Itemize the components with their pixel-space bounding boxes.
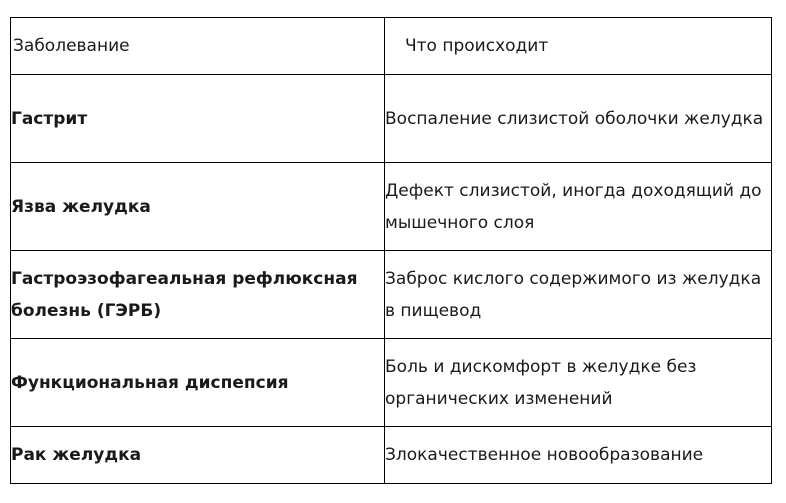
table-row	[11, 251, 772, 339]
disease-description: Заброс кислого содержимого из желудка в пищевод	[385, 251, 772, 339]
table-row	[11, 163, 772, 251]
table-row	[11, 339, 772, 427]
table-header-row	[11, 18, 772, 75]
disease-name: Функциональная диспепсия	[11, 339, 385, 427]
disease-name: Язва желудка	[11, 163, 385, 251]
disease-description: Злокачественное новообразование	[385, 427, 772, 484]
header-disease: Заболевание	[11, 18, 385, 75]
table-row	[11, 427, 772, 484]
disease-name: Гастроэзофагеальная рефлюксная болезнь (ГЭРБ)	[11, 251, 385, 339]
disease-description: Боль и дискомфорт в желудке без органических изменений	[385, 339, 772, 427]
table-row	[11, 75, 772, 163]
disease-description: Дефект слизистой, иногда доходящий до мышечного слоя	[385, 163, 772, 251]
disease-name: Гастрит	[11, 75, 385, 163]
header-description: Что происходит	[385, 18, 772, 75]
disease-description: Воспаление слизистой оболочки желудка	[385, 75, 772, 163]
disease-name: Рак желудка	[11, 427, 385, 484]
disease-table	[10, 17, 772, 484]
